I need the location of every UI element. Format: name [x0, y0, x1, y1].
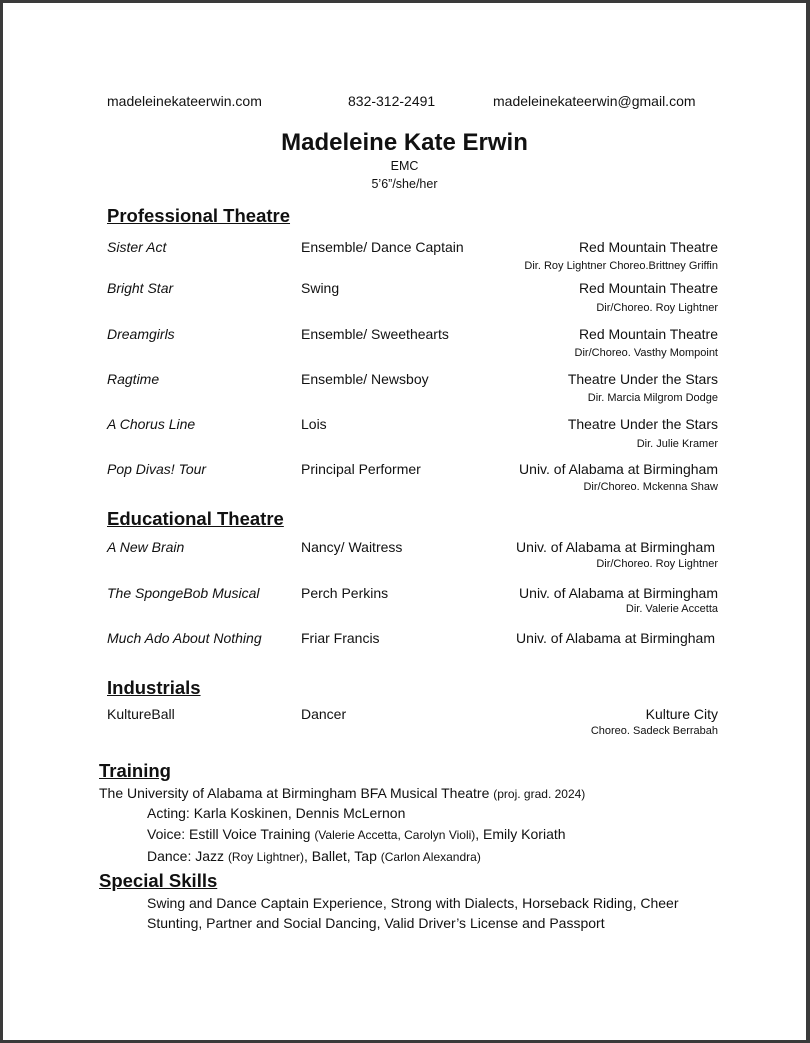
training-voice-label: Voice: Estill Voice Training [147, 826, 311, 842]
credit-director: Dir/Choreo. Roy Lightner [596, 302, 718, 314]
credit-title: The SpongeBob Musical [107, 585, 260, 601]
credit-director: Dir. Marcia Milgrom Dodge [587, 392, 718, 404]
credit-title: Bright Star [107, 280, 174, 296]
training-school-name: The University of Alabama at Birmingham BFA Musical Theatre [99, 785, 490, 801]
training-dance-label: Dance: Jazz [147, 848, 225, 864]
credit-role: Nancy/ Waitress [301, 539, 403, 555]
training-grad-year: (proj. grad. 2024) [493, 787, 586, 801]
credit-venue: Univ. of Alabama at Birmingham [516, 630, 715, 646]
credit-venue: Kulture City [645, 706, 718, 722]
credit-role: Friar Francis [301, 630, 380, 646]
credit-title: KultureBall [107, 706, 175, 722]
training-school [99, 785, 585, 801]
credit-director: Dir/Choreo. Roy Lightner [596, 558, 718, 570]
credit-venue: Theatre Under the Stars [567, 416, 718, 432]
credit-title: A Chorus Line [107, 416, 196, 432]
credit-role: Dancer [301, 706, 347, 722]
credit-role: Principal Performer [301, 461, 421, 477]
performer-stats: 5’6”/she/her [371, 177, 438, 191]
credit-director: Dir/Choreo. Mckenna Shaw [583, 481, 718, 493]
training-dance-styles: , Ballet, Tap [303, 848, 377, 864]
section-industrials: Industrials [107, 677, 201, 698]
section-educational-theatre: Educational Theatre [107, 508, 284, 529]
training-acting: Acting: Karla Koskinen, Dennis McLernon [147, 805, 406, 821]
training-voice-teachers: (Valerie Accetta, Carolyn Violi) [314, 828, 476, 842]
phone-number: 832-312-2491 [348, 93, 436, 109]
credit-director: Dir. Roy Lightner Choreo.Brittney Griffin [524, 260, 718, 272]
credit-role: Perch Perkins [301, 585, 389, 601]
performer-name: Madeleine Kate Erwin [281, 129, 528, 156]
credit-venue: Univ. of Alabama at Birmingham [519, 585, 718, 601]
credit-director: Dir/Choreo. Vasthy Mompoint [574, 347, 718, 359]
credit-venue: Theatre Under the Stars [567, 371, 718, 387]
credit-title: Pop Divas! Tour [107, 461, 207, 477]
email-link[interactable]: madeleinekateerwin@gmail.com [493, 93, 696, 109]
section-special-skills: Special Skills [99, 870, 218, 891]
credit-director: Choreo. Sadeck Berrabah [590, 725, 718, 737]
credit-title: Sister Act [107, 239, 167, 255]
website-link[interactable]: madeleinekateerwin.com [107, 93, 262, 109]
credit-venue: Red Mountain Theatre [578, 326, 718, 342]
credit-venue: Univ. of Alabama at Birmingham [519, 461, 718, 477]
training-voice-extra: , Emily Koriath [475, 826, 566, 842]
resume-page [3, 3, 806, 1040]
credit-role: Ensemble/ Dance Captain [301, 239, 464, 255]
credit-venue: Univ. of Alabama at Birmingham [516, 539, 715, 555]
training-dance-teacher: (Carlon Alexandra) [380, 850, 481, 864]
credit-role: Ensemble/ Sweethearts [301, 326, 449, 342]
credit-title: Ragtime [107, 371, 160, 387]
credit-director: Dir. Julie Kramer [636, 438, 718, 450]
union-status: EMC [390, 159, 419, 173]
credit-director: Dir. Valerie Accetta [625, 603, 718, 615]
credit-role: Swing [301, 280, 340, 296]
credit-title: Much Ado About Nothing [107, 630, 262, 646]
credit-role: Lois [301, 416, 327, 432]
section-training: Training [99, 760, 171, 781]
credit-title: Dreamgirls [107, 326, 175, 342]
credit-role: Ensemble/ Newsboy [301, 371, 429, 387]
credit-venue: Red Mountain Theatre [578, 280, 718, 296]
training-dance-teacher: (Roy Lightner) [227, 850, 304, 864]
skills-line: Swing and Dance Captain Experience, Strong with Dialects, Horseback Riding, Cheer [147, 895, 679, 911]
credit-venue: Red Mountain Theatre [578, 239, 718, 255]
credit-title: A New Brain [107, 539, 185, 555]
training-dance [147, 848, 481, 864]
training-voice [147, 826, 566, 842]
skills-line: Stunting, Partner and Social Dancing, Valid Driver’s License and Passport [147, 915, 605, 931]
section-professional-theatre: Professional Theatre [107, 205, 291, 226]
